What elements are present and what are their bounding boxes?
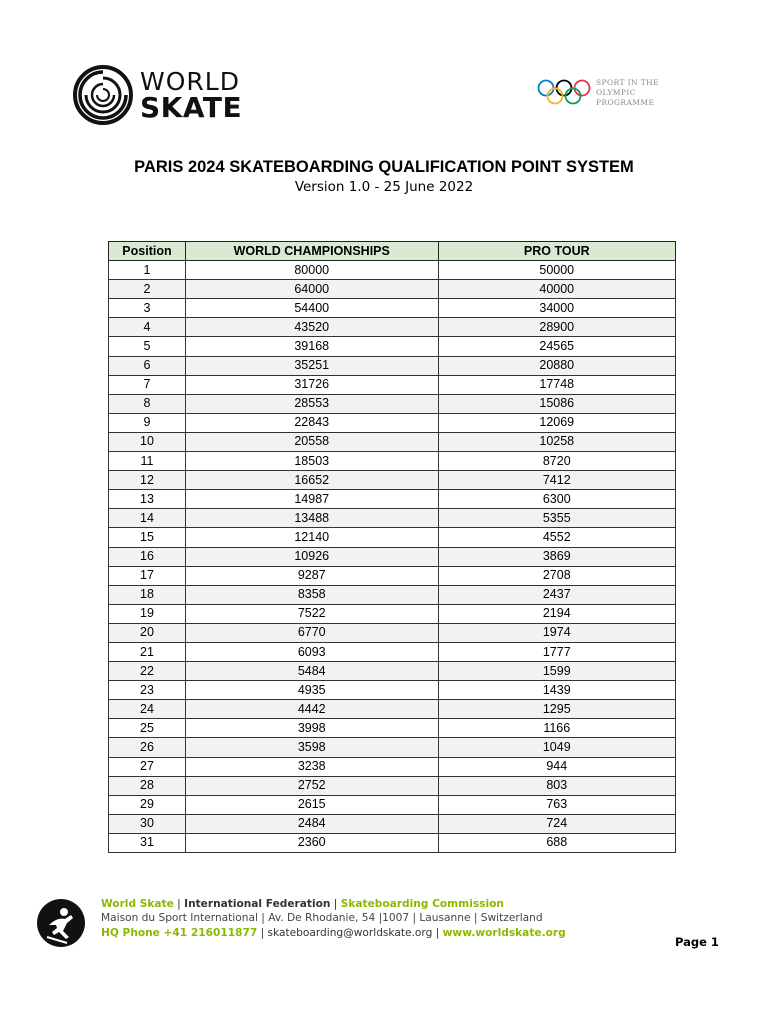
cell-pro-tour: 2708: [438, 566, 675, 585]
table-row: [109, 509, 676, 528]
cell-pro-tour: 10258: [438, 432, 675, 451]
cell-position: 2: [109, 280, 186, 299]
cell-world-championships: 7522: [185, 604, 438, 623]
column-header-world-championships: WORLD CHAMPIONSHIPS: [185, 242, 438, 261]
world-skate-swirl-icon: [72, 64, 134, 126]
table-row: [109, 566, 676, 585]
cell-pro-tour: 20880: [438, 356, 675, 375]
cell-pro-tour: 944: [438, 757, 675, 776]
cell-world-championships: 3238: [185, 757, 438, 776]
cell-pro-tour: 12069: [438, 413, 675, 432]
qualification-points-table: [108, 241, 676, 853]
table-row: [109, 356, 676, 375]
cell-position: 8: [109, 394, 186, 413]
cell-pro-tour: 2194: [438, 604, 675, 623]
cell-position: 27: [109, 757, 186, 776]
cell-position: 10: [109, 432, 186, 451]
cell-position: 26: [109, 738, 186, 757]
table-row: [109, 662, 676, 681]
table-row: [109, 623, 676, 642]
table-row: [109, 261, 676, 280]
column-header-pro-tour: PRO TOUR: [438, 242, 675, 261]
table-row: [109, 604, 676, 623]
cell-position: 20: [109, 623, 186, 642]
cell-world-championships: 80000: [185, 261, 438, 280]
table-row: [109, 547, 676, 566]
cell-world-championships: 14987: [185, 490, 438, 509]
document-title: PARIS 2024 SKATEBOARDING QUALIFICATION POINT SYSTEM: [134, 158, 634, 176]
cell-world-championships: 39168: [185, 337, 438, 356]
cell-world-championships: 2615: [185, 795, 438, 814]
table-row: [109, 585, 676, 604]
footer-separator: |: [177, 898, 181, 910]
cell-pro-tour: 688: [438, 833, 675, 852]
table-row: [109, 375, 676, 394]
cell-pro-tour: 7412: [438, 471, 675, 490]
cell-world-championships: 2752: [185, 776, 438, 795]
cell-position: 5: [109, 337, 186, 356]
cell-pro-tour: 1599: [438, 662, 675, 681]
footer-email-link[interactable]: skateboarding@worldskate.org: [267, 926, 433, 939]
cell-position: 28: [109, 776, 186, 795]
table-row: [109, 452, 676, 471]
cell-world-championships: 43520: [185, 318, 438, 337]
table-row: [109, 814, 676, 833]
cell-position: 14: [109, 509, 186, 528]
table-row: [109, 738, 676, 757]
cell-pro-tour: 4552: [438, 528, 675, 547]
cell-world-championships: 4935: [185, 681, 438, 700]
cell-world-championships: 5484: [185, 662, 438, 681]
cell-position: 6: [109, 356, 186, 375]
cell-world-championships: 6093: [185, 642, 438, 661]
cell-pro-tour: 763: [438, 795, 675, 814]
footer-commission: Skateboarding Commission: [340, 898, 504, 910]
cell-pro-tour: 724: [438, 814, 675, 833]
table-row: [109, 394, 676, 413]
table-row: [109, 833, 676, 852]
footer-separator: |: [435, 926, 440, 939]
olympic-programme-badge: [537, 76, 707, 110]
table-row: [109, 471, 676, 490]
cell-world-championships: 13488: [185, 509, 438, 528]
table-row: [109, 757, 676, 776]
olympic-text-line: PROGRAMME: [596, 98, 655, 107]
cell-position: 9: [109, 413, 186, 432]
footer-phone: HQ Phone +41 216011877: [101, 926, 258, 939]
cell-pro-tour: 2437: [438, 585, 675, 604]
olympic-programme-text: [596, 78, 659, 108]
table-header-row: [109, 242, 676, 261]
cell-position: 11: [109, 452, 186, 471]
cell-pro-tour: 1295: [438, 700, 675, 719]
table-row: [109, 490, 676, 509]
cell-pro-tour: 50000: [438, 261, 675, 280]
olympic-text-line: OLYMPIC: [596, 88, 636, 97]
cell-world-championships: 3998: [185, 719, 438, 738]
cell-world-championships: 16652: [185, 471, 438, 490]
table-row: [109, 642, 676, 661]
cell-world-championships: 2360: [185, 833, 438, 852]
cell-position: 21: [109, 642, 186, 661]
footer-separator: |: [333, 898, 338, 910]
cell-position: 22: [109, 662, 186, 681]
cell-position: 15: [109, 528, 186, 547]
world-skate-logo: [72, 64, 252, 126]
cell-position: 3: [109, 299, 186, 318]
table-row: [109, 776, 676, 795]
document-subtitle: Version 1.0 - 25 June 2022: [294, 179, 474, 195]
cell-world-championships: 12140: [185, 528, 438, 547]
table-row: [109, 681, 676, 700]
cell-position: 4: [109, 318, 186, 337]
table-row: [109, 432, 676, 451]
cell-world-championships: 18503: [185, 452, 438, 471]
cell-pro-tour: 3869: [438, 547, 675, 566]
table-row: [109, 719, 676, 738]
table-row: [109, 299, 676, 318]
cell-pro-tour: 1777: [438, 642, 675, 661]
table-row: [109, 337, 676, 356]
footer-contact: [101, 897, 566, 940]
column-header-position: Position: [109, 242, 186, 261]
cell-pro-tour: 6300: [438, 490, 675, 509]
cell-world-championships: 3598: [185, 738, 438, 757]
cell-world-championships: 9287: [185, 566, 438, 585]
table-row: [109, 280, 676, 299]
cell-position: 7: [109, 375, 186, 394]
footer-federation: International Federation: [184, 898, 331, 910]
cell-world-championships: 22843: [185, 413, 438, 432]
cell-world-championships: 4442: [185, 700, 438, 719]
cell-world-championships: 35251: [185, 356, 438, 375]
cell-world-championships: 10926: [185, 547, 438, 566]
cell-pro-tour: 8720: [438, 452, 675, 471]
cell-world-championships: 2484: [185, 814, 438, 833]
cell-position: 19: [109, 604, 186, 623]
cell-pro-tour: 1439: [438, 681, 675, 700]
logo-word-skate: SKATE: [140, 91, 243, 124]
olympic-text-line: SPORT IN THE: [596, 78, 659, 87]
cell-pro-tour: 17748: [438, 375, 675, 394]
cell-world-championships: 31726: [185, 375, 438, 394]
table-row: [109, 413, 676, 432]
skater-logo-icon: [37, 899, 85, 947]
table-row: [109, 528, 676, 547]
footer-address: Maison du Sport International | Av. De Rhodanie, 54 |1007 | Lausanne | Switzerland: [101, 912, 543, 925]
cell-position: 12: [109, 471, 186, 490]
cell-world-championships: 6770: [185, 623, 438, 642]
cell-world-championships: 64000: [185, 280, 438, 299]
cell-position: 18: [109, 585, 186, 604]
cell-position: 16: [109, 547, 186, 566]
logo-word-world: WORLD: [140, 67, 240, 96]
table-row: [109, 795, 676, 814]
cell-pro-tour: 34000: [438, 299, 675, 318]
cell-world-championships: 8358: [185, 585, 438, 604]
cell-position: 23: [109, 681, 186, 700]
footer-separator: |: [260, 926, 265, 939]
page-number: Page 1: [675, 935, 719, 949]
cell-position: 31: [109, 833, 186, 852]
cell-position: 1: [109, 261, 186, 280]
cell-position: 30: [109, 814, 186, 833]
cell-pro-tour: 5355: [438, 509, 675, 528]
cell-position: 13: [109, 490, 186, 509]
cell-position: 25: [109, 719, 186, 738]
cell-world-championships: 20558: [185, 432, 438, 451]
cell-position: 29: [109, 795, 186, 814]
cell-world-championships: 28553: [185, 394, 438, 413]
cell-pro-tour: 803: [438, 776, 675, 795]
cell-pro-tour: 1974: [438, 623, 675, 642]
footer-website-link[interactable]: www.worldskate.org: [442, 926, 566, 939]
cell-world-championships: 54400: [185, 299, 438, 318]
table-row: [109, 700, 676, 719]
cell-pro-tour: 1049: [438, 738, 675, 757]
cell-pro-tour: 28900: [438, 318, 675, 337]
olympic-rings-icon: [537, 78, 593, 106]
footer-org: World Skate: [101, 898, 174, 910]
cell-pro-tour: 1166: [438, 719, 675, 738]
table-row: [109, 318, 676, 337]
cell-pro-tour: 40000: [438, 280, 675, 299]
cell-position: 17: [109, 566, 186, 585]
cell-pro-tour: 24565: [438, 337, 675, 356]
table-body: [109, 261, 676, 853]
cell-position: 24: [109, 700, 186, 719]
cell-pro-tour: 15086: [438, 394, 675, 413]
